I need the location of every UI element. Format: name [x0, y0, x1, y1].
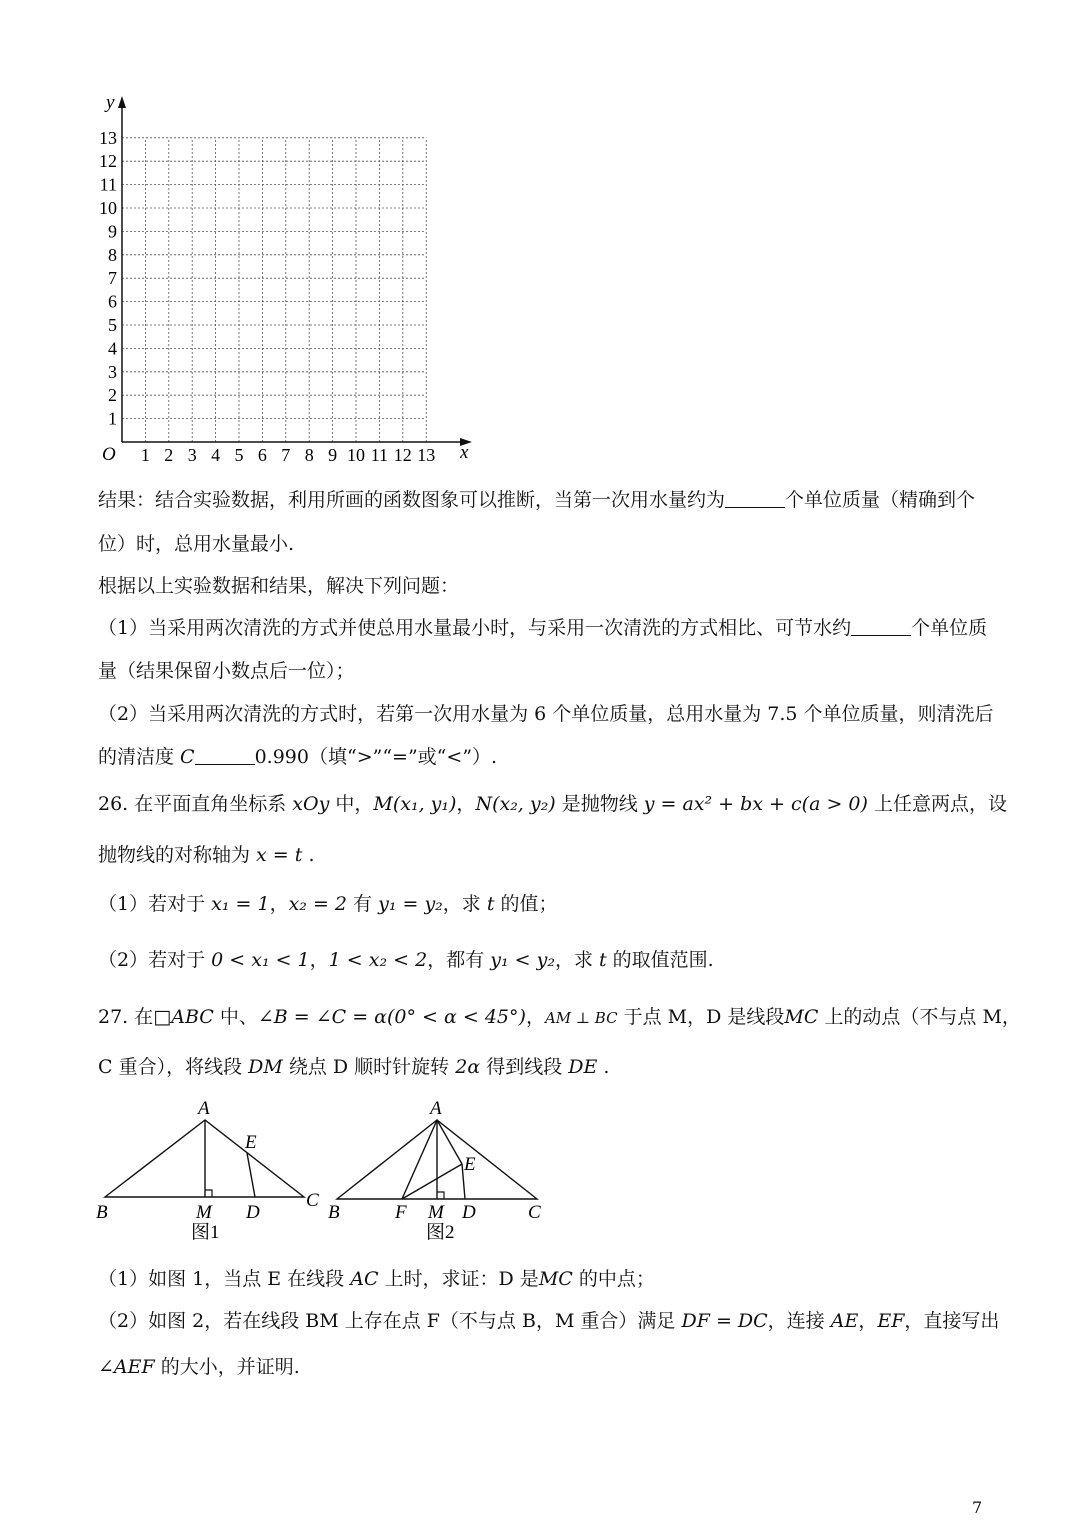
p26-text-b2: . — [302, 844, 315, 866]
p27-q2-a: （2）如图 2，若在线段 BM 上存在点 F（不与点 B，M 重合）满足 — [98, 1310, 682, 1332]
result-text-a: 结果：结合实验数据，利用所画的函数图象可以推断，当第一次用水量约为 — [98, 489, 726, 511]
figure-2 — [322, 1092, 562, 1252]
p27-q1-b: 上时，求证：D 是 — [378, 1268, 539, 1290]
fig1-label-d: D — [246, 1202, 260, 1223]
p27-q1-c: 的中点； — [572, 1268, 655, 1290]
y-tick-label: 5 — [108, 315, 117, 335]
y-tick-label: 12 — [99, 151, 117, 172]
q1-text-c: 量（结果保留小数点后一位）； — [98, 660, 355, 682]
p27-q3-line — [98, 1355, 300, 1379]
y-tick-label: 6 — [108, 291, 117, 312]
cleanliness-variable: C — [180, 746, 195, 768]
p26-text-a1: 26. 在平面直角坐标系 — [98, 793, 293, 815]
p26-q2-c: ，都有 — [427, 949, 491, 971]
p26-q1-a: （1）若对于 — [98, 893, 212, 915]
fig2-label-a: A — [430, 1098, 442, 1119]
p27-text-a1: 27. 在 — [98, 1006, 154, 1028]
p27-text-b1: C 重合），将线段 — [98, 1056, 249, 1078]
p26-text-b1: 抛物线的对称轴为 — [98, 844, 257, 866]
grid-lines — [122, 138, 426, 442]
x-axis-label: x — [460, 442, 469, 463]
p26-q2-a: （2）若对于 — [98, 949, 212, 971]
p26-point-m: M(x₁, y₁) — [373, 793, 457, 815]
q2-text-b2: 0.990（填“>”“=”或“<”）. — [254, 746, 498, 768]
y-tick-label: 10 — [99, 198, 117, 218]
p27-line-2 — [98, 1055, 609, 1079]
p27-line-1 — [98, 1005, 1021, 1030]
p26-point-n: N(x₂, y₂) — [475, 793, 556, 815]
fig1-label-m: M — [196, 1202, 212, 1223]
x-tick-label: 2 — [164, 445, 174, 465]
answer-blank-3[interactable] — [195, 746, 255, 765]
p27-text-a4: 于点 M，D 是线段 — [617, 1006, 785, 1028]
p26-line-2 — [98, 843, 315, 867]
p27-q1-mc: MC — [538, 1268, 573, 1290]
fig2-label-d: D — [462, 1202, 476, 1223]
fig1-right-angle — [205, 1190, 212, 1197]
y-tick-label: 11 — [99, 174, 117, 195]
result-text-c: 位）时，总用水量最小. — [98, 533, 295, 555]
p26-axis-eq: x = t — [256, 844, 303, 866]
x-tick-label: 4 — [211, 445, 221, 465]
p27-q1-line — [98, 1267, 655, 1291]
y-tick-labels — [99, 128, 117, 429]
coordinate-grid — [90, 90, 570, 470]
p27-2alpha: 2α — [455, 1056, 481, 1078]
fig2-ae — [437, 1120, 462, 1164]
x-tick-label: 8 — [304, 445, 314, 465]
q2-text-a: （2）当采用两次清洗的方式时，若第一次用水量为 6 个单位质量，总用水量为 7.5 个单位质量，则清洗后 — [98, 703, 994, 725]
p26-q1-d: ，求 — [442, 893, 487, 915]
x-tick-label: 5 — [234, 445, 244, 465]
p26-q2-t: t — [598, 949, 607, 971]
p27-text-b4: . — [597, 1056, 610, 1078]
p26-q1-t: t — [486, 893, 495, 915]
y-tick-label: 7 — [108, 268, 117, 289]
fig1-label-b: B — [96, 1202, 108, 1223]
result-text-b: 个单位质量（精确到个 — [785, 489, 976, 511]
p27-q2-c: ， — [858, 1310, 878, 1332]
p27-q3-angle: ∠AEF — [98, 1356, 155, 1378]
answer-blank-1[interactable] — [725, 489, 785, 508]
fig2-label-c: C — [528, 1202, 541, 1223]
page-number: 7 — [972, 1498, 983, 1517]
p26-q1-e: 的值； — [494, 893, 558, 915]
p26-q2-eq3: y₁ < y₂ — [490, 949, 555, 971]
p27-angle-eq: ∠B = ∠C = α(0° < α < 45°) — [257, 1006, 526, 1028]
fig1-caption: 图1 — [191, 1222, 220, 1243]
x-tick-label: 3 — [187, 445, 197, 465]
p26-q1-c: 有 — [347, 893, 379, 915]
p26-line-1 — [98, 792, 1007, 816]
y-tick-label: 3 — [108, 361, 117, 382]
q2-text-b1: 的清洁度 — [98, 746, 181, 768]
fig1-label-e: E — [245, 1132, 257, 1153]
p27-triangle-symbol: □ — [153, 1006, 172, 1028]
p26-q2-d: ，求 — [554, 949, 599, 971]
y-axis-label: y — [106, 92, 115, 113]
result-line-2 — [98, 532, 294, 556]
intro-line — [98, 574, 459, 598]
origin-label: O — [102, 444, 116, 465]
p27-dm: DM — [248, 1056, 283, 1078]
p26-q2-eq2: 1 < x₂ < 2 — [328, 949, 428, 971]
y-tick-label: 8 — [108, 244, 117, 265]
y-tick-label: 4 — [108, 338, 117, 359]
fig2-caption: 图2 — [426, 1222, 455, 1243]
x-tick-label: 10 — [347, 445, 365, 465]
fig2-right-angle — [437, 1192, 444, 1199]
q1-line-2 — [98, 659, 355, 683]
y-axis-arrow — [118, 96, 126, 108]
p26-q2-eq1: 0 < x₁ < 1 — [211, 949, 310, 971]
p27-text-a3: ， — [525, 1006, 545, 1028]
p27-mc: MC — [784, 1006, 819, 1028]
q1-text-b: 个单位质 — [911, 617, 988, 639]
p27-q2-eq: DF = DC — [681, 1310, 768, 1332]
q2-line-1 — [98, 702, 994, 726]
fig2-label-f: F — [395, 1202, 407, 1223]
p26-parabola-eq: y = ax² + bx + c(a > 0) — [643, 793, 868, 815]
x-tick-label: 7 — [281, 445, 291, 465]
p27-am-perp: AM ⊥ BC — [544, 1009, 618, 1027]
p27-text-b2: 绕点 D 顺时针旋转 — [282, 1056, 456, 1078]
fig2-fe — [402, 1164, 462, 1199]
p26-sep: ， — [456, 793, 476, 815]
p26-q1-eq1: x₁ = 1 — [211, 893, 270, 915]
p27-q2-ae: AE — [830, 1310, 859, 1332]
p27-q2-b: ，连接 — [767, 1310, 831, 1332]
p27-q1-a: （1）如图 1，当点 E 在线段 — [98, 1268, 351, 1290]
x-tick-label: 1 — [140, 445, 150, 465]
p27-de: DE — [568, 1056, 598, 1078]
p27-q2-d: ，直接写出 — [904, 1310, 1000, 1332]
x-tick-label: 11 — [370, 445, 389, 465]
p26-text-a2: 中， — [329, 793, 374, 815]
y-tick-label: 1 — [108, 408, 117, 429]
p27-text-a5: 上的动点（不与点 M， — [818, 1006, 1021, 1028]
p26-xoy: xOy — [292, 793, 330, 815]
intro-text: 根据以上实验数据和结果，解决下列问题： — [98, 575, 460, 597]
x-tick-label: 13 — [417, 445, 436, 465]
p26-q1-eq2: x₂ = 2 — [288, 893, 347, 915]
fig1-label-a: A — [198, 1098, 210, 1119]
x-tick-label: 6 — [257, 445, 267, 465]
fig2-label-e: E — [464, 1154, 476, 1175]
fig2-label-m: M — [428, 1202, 444, 1223]
x-tick-labels — [141, 445, 435, 465]
p26-q2-b: ， — [309, 949, 329, 971]
fig1-label-c: C — [306, 1190, 319, 1211]
figure-1 — [90, 1092, 330, 1252]
p27-q2-ef: EF — [877, 1310, 905, 1332]
x-tick-label: 9 — [328, 445, 338, 465]
x-tick-label: 12 — [393, 445, 412, 465]
p26-text-a4: 上任意两点，设 — [867, 793, 1007, 815]
q1-line-1 — [98, 616, 987, 640]
q2-line-2 — [98, 745, 497, 769]
p26-q1-line — [98, 892, 558, 916]
p27-abc: ABC — [171, 1006, 214, 1028]
fig2-label-b: B — [328, 1202, 340, 1223]
fig2-af — [402, 1120, 437, 1199]
p27-q1-ac: AC — [350, 1268, 379, 1290]
q1-text-a: （1）当采用两次清洗的方式并使总用水量最小时，与采用一次清洗的方式相比、可节水约 — [98, 617, 852, 639]
p26-text-a3: 是抛物线 — [555, 793, 644, 815]
y-tick-label: 9 — [108, 221, 117, 242]
p27-text-a2: 中、 — [213, 1006, 258, 1028]
answer-blank-2[interactable] — [851, 617, 911, 636]
p26-q1-b: ， — [269, 893, 289, 915]
p27-text-b3: 得到线段 — [480, 1056, 569, 1078]
fig1-de — [247, 1153, 255, 1197]
result-line-1 — [98, 488, 975, 512]
y-tick-label: 13 — [99, 127, 117, 148]
p26-q1-eq3: y₁ = y₂ — [378, 893, 443, 915]
p26-q2-line — [98, 948, 714, 972]
p26-q2-e: 的取值范围. — [606, 949, 714, 971]
p27-q3-b: 的大小，并证明. — [154, 1356, 300, 1378]
y-tick-label: 2 — [108, 385, 117, 406]
p27-q2-line — [98, 1309, 999, 1333]
